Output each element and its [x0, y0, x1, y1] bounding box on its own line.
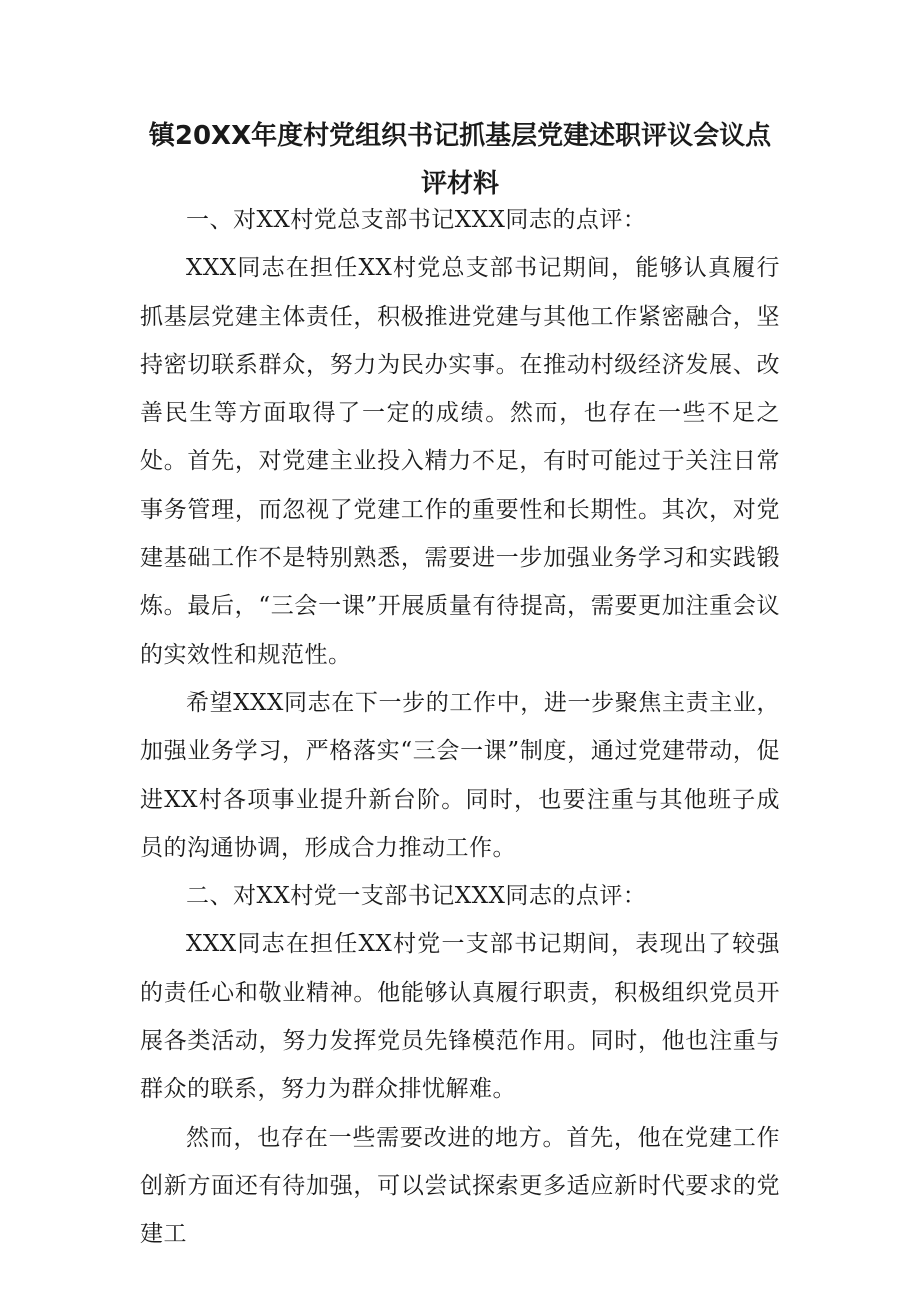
document-body: [140, 196, 780, 1259]
document-title: 镇20XX年度村党组织书记抓基层党建述职评议会议点评材料: [148, 121, 772, 199]
section-heading-2: 二、对XX村党一支部书记XXX同志的点评：: [186, 883, 647, 910]
paragraph-1: XXX同志在担任XX村党总支部书记期间，能够认真履行抓基层党建主体责任，积极推进党建与其他工作紧密融合，坚持密切联系群众，努力为民办实事。在推动村级经济发展、改善民生等方面取得了一定的成绩。然而，也存在一些不足之处。首先，对党建主业投入精力不足，有时可能过于关注日常事务管理，而忽视了党建工作的重要性和长期性。其次，对党建基础工作不是特别熟悉，需要进一步加强业务学习和实践锻炼。最后，“三会一课”开展质量有待提高，需要更加注重会议的实效性和规范性。: [140, 255, 780, 668]
paragraph-2: 希望XXX同志在下一步的工作中，进一步聚焦主责主业，加强业务学习，严格落实“三会一课”制度，通过党建带动，促进XX村各项事业提升新台阶。同时，也要注重与其他班子成员的沟通协调，形成合力推动工作。: [140, 689, 780, 861]
paragraph-4: 然而，也存在一些需要改进的地方。首先，他在党建工作创新方面还有待加强，可以尝试探索更多适应新时代要求的党建工: [140, 1124, 780, 1248]
paragraph-3: XXX同志在担任XX村党一支部书记期间，表现出了较强的责任心和敬业精神。他能够认真履行职责，积极组织党员开展各类活动，努力发挥党员先锋模范作用。同时，他也注重与群众的联系，努力为群众排忧解难。: [140, 931, 780, 1103]
section-heading-1: 一、对XX村党总支部书记XXX同志的点评：: [186, 207, 647, 233]
